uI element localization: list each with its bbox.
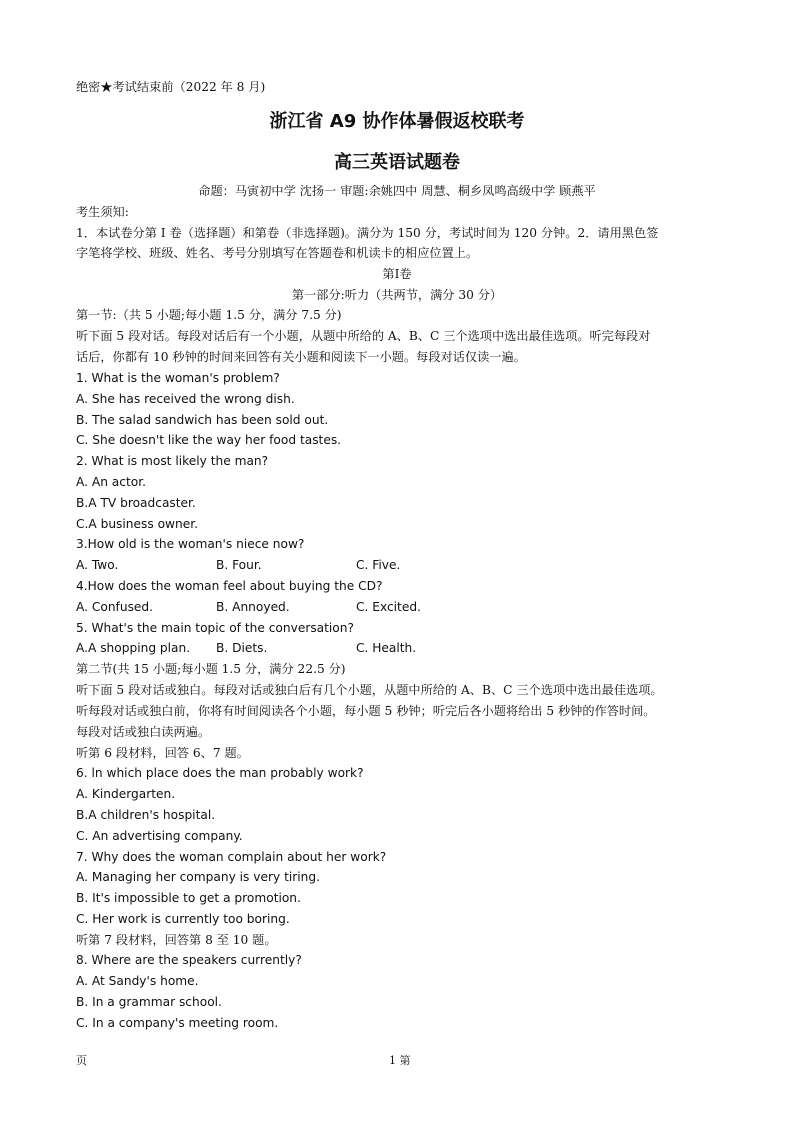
q5-option-b: B. Diets. xyxy=(216,641,268,655)
q7-option-c: C. Her work is currently too boring. xyxy=(76,912,290,926)
question-2: 2. What is most likely the man? xyxy=(76,454,269,468)
notice-heading: 考生须知: xyxy=(76,205,129,219)
volume-label: 第Ⅰ卷 xyxy=(382,267,412,281)
q1-option-c: C. She doesn't like the way her food tastes. xyxy=(76,433,342,447)
section2-instructions-3: 每段对话或独白读两遍。 xyxy=(76,725,211,739)
q6-option-c: C. An advertising company. xyxy=(76,829,243,843)
question-1: 1. What is the woman's problem? xyxy=(76,371,280,385)
notice-line-2: 字笔将学校、班级、姓名、考号分别填写在答题卷和机读卡的相应位置上。 xyxy=(76,246,479,260)
section1-heading: 第一节:（共 5 小题;每小题 1.5 分，满分 7.5 分) xyxy=(76,308,342,322)
q8-option-b: B. In a grammar school. xyxy=(76,995,222,1009)
q8-option-c: C. In a company's meeting room. xyxy=(76,1016,279,1030)
q4-option-a: A. Confused. xyxy=(76,600,154,614)
question-6: 6. ln which place does the man probably work? xyxy=(76,766,364,780)
q2-option-b: B.A TV broadcaster. xyxy=(76,496,196,510)
section2-instructions-2: 听每段对话或独白前，你将有时间阅读各个小题，每小题 5 秒钟；听完后各小题将给出 5 秒钟的作答时间。 xyxy=(76,704,656,718)
material-6-heading: 听第 6 段材料，回答 6、7 题。 xyxy=(76,746,249,760)
section2-heading: 第二节(共 15 小题;每小题 1.5 分，满分 22.5 分) xyxy=(76,662,346,676)
q4-options xyxy=(76,599,496,615)
q5-option-c: C. Health. xyxy=(356,641,417,655)
q4-option-b: B. Annoyed. xyxy=(216,600,290,614)
q5-options xyxy=(76,640,496,656)
q6-option-b: B.A children's hospital. xyxy=(76,808,216,822)
q2-option-a: A. An actor. xyxy=(76,475,146,489)
confidential-header: 绝密★考试结束前（2022 年 8 月) xyxy=(76,80,266,94)
exam-subtitle: 高三英语试题卷 xyxy=(334,152,460,173)
q7-option-a: A. Managing her company is very tiring. xyxy=(76,870,320,884)
q1-option-b: B. The salad sandwich has been sold out. xyxy=(76,413,329,427)
q7-option-b: B. It's impossible to get a promotion. xyxy=(76,891,301,905)
q2-option-c: C.A business owner. xyxy=(76,517,198,531)
q3-option-b: B. Four. xyxy=(216,558,262,572)
footer-left: 页 xyxy=(76,1054,87,1067)
q3-option-a: A. Two. xyxy=(76,558,119,572)
exam-title: 浙江省 A9 协作体暑假返校联考 xyxy=(269,111,525,132)
question-8: 8. Where are the speakers currently? xyxy=(76,953,302,967)
section1-instructions-2: 话后，你都有 10 秒钟的时间来回答有关小题和阅读下一小题。每段对话仅读一遍。 xyxy=(76,350,526,364)
q1-option-a: A. She has received the wrong dish. xyxy=(76,392,295,406)
part1-heading: 第一部分:听力（共两节，满分 30 分） xyxy=(291,288,503,302)
notice-line-1: 1．本试卷分第 I 卷（选择题）和第卷（非选择题)。满分为 150 分，考试时间为 120 分钟。2．请用黑色签 xyxy=(76,226,659,240)
q3-options xyxy=(76,557,496,573)
q8-option-a: A. At Sandy's home. xyxy=(76,974,199,988)
section2-instructions-1: 听下面 5 段对话或独白。每段对话或独白后有几个小题，从题中所给的 A、B、C 三个选项中选出最佳选项。 xyxy=(76,683,663,697)
question-3: 3.How old is the woman's niece now? xyxy=(76,537,305,551)
question-5: 5. What's the main topic of the conversation? xyxy=(76,621,354,635)
q5-option-a: A.A shopping plan. xyxy=(76,641,191,655)
footer-page-number: 1 第 xyxy=(389,1054,411,1067)
section1-instructions-1: 听下面 5 段对话。每段对话后有一个小题，从题中所给的 A、B、C 三个选项中选出最佳选项。听完每段对 xyxy=(76,329,651,343)
question-4: 4.How does the woman feel about buying the CD? xyxy=(76,579,383,593)
question-7: 7. Why does the woman complain about her work? xyxy=(76,850,387,864)
material-7-heading: 听第 7 段材料，回答第 8 至 10 题。 xyxy=(76,933,277,947)
q6-option-a: A. Kindergarten. xyxy=(76,787,176,801)
q4-option-c: C. Excited. xyxy=(356,600,421,614)
q3-option-c: C. Five. xyxy=(356,558,401,572)
authors-line: 命题：马寅初中学 沈扬一 审题:余姚四中 周慧、桐乡凤鸣高级中学 顾燕平 xyxy=(198,184,596,198)
